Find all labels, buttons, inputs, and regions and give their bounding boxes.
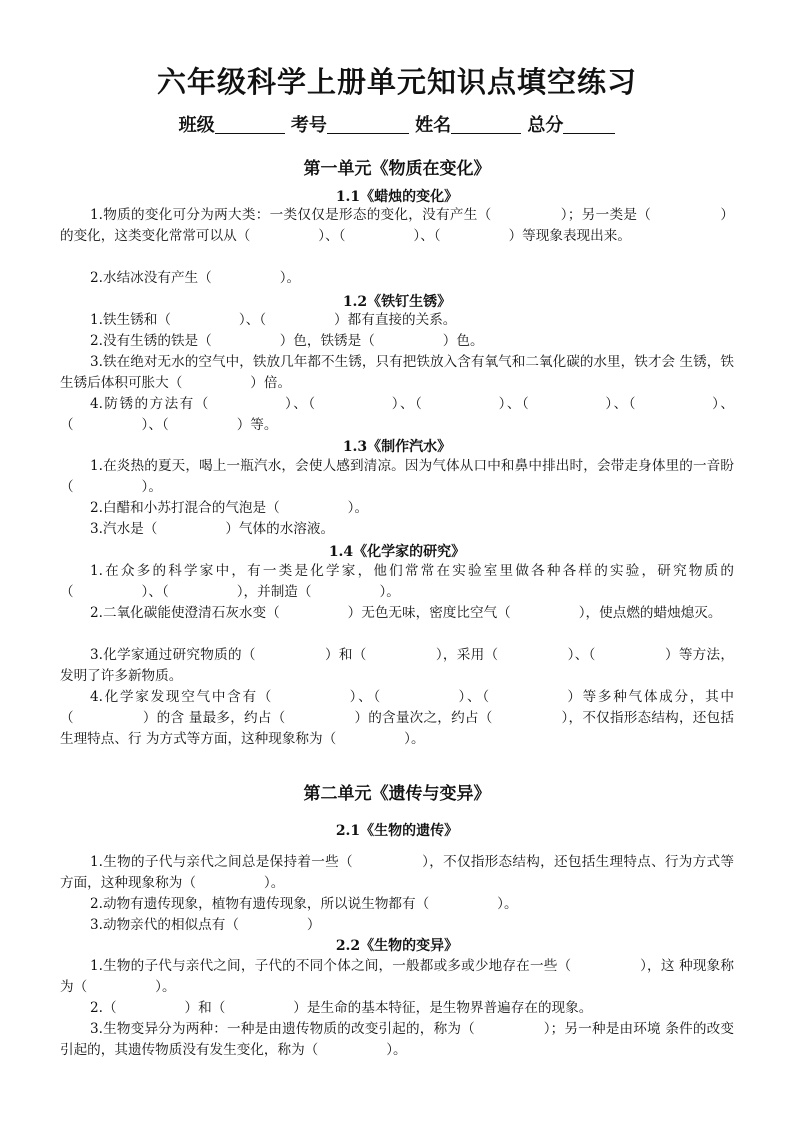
question-2-1-3: 3.动物亲代的相似点有（ ） <box>90 917 321 933</box>
name-label: 姓名 <box>415 115 452 136</box>
unit1-title: 第一单元《物质在变化》 <box>303 159 491 179</box>
question-1-4-4: 4.化学家发现空气中含有（ ）、（ ）、（ ）等多种气体成分，其中（ ）的含 量最多，约占（ ）的含量次之，约占（ ），不仅指形态结构，还包括生理特点、行 为方式等方面，这种现象称为（ ）。 <box>60 689 734 747</box>
question-1-2-3: 3.铁在绝对无水的空气中，铁放几年都不生锈，只有把铁放入含有氧气和二氧化碳的水里，铁才会 生锈，铁生锈后体积可胀大（ ）倍。 <box>60 354 734 391</box>
question-2-1-1: 1.生物的子代与亲代之间总是保持着一些（ ），不仅指形态结构，还包括生理特点、行为方式等方面，这种现象称为（ ）。 <box>60 854 734 891</box>
question-1-4-2: 2.二氧化碳能使澄清石灰水变（ ）无色无味，密度比空气（ ），使点燃的蜡烛熄灭。 <box>90 605 722 621</box>
question-1-1-2: 2.水结冰没有产生（ ）。 <box>90 270 301 286</box>
question-1-1-1: 1.物质的变化可分为两大类：一类仅仅是形态的变化，没有产生（ ）；另一类是（ ）的变化，这类变化常常可以从（ ）、（ ）、（ ）等现象表现出来。 <box>60 207 734 244</box>
student-info-line <box>0 111 794 137</box>
question-1-2-1: 1.铁生锈和（ ）、（ ）都有直接的关系。 <box>90 312 457 328</box>
section-1-3-title: 1.3《制作汽水》 <box>342 439 452 455</box>
score-label: 总分 <box>527 115 564 136</box>
question-1-3-1: 1.在炎热的夏天，喝上一瓶汽水，会使人感到清凉。因为气体从口中和鼻中排出时，会带走身体里的一音盼（ ）。 <box>60 458 734 495</box>
question-2-2-1: 1.生物的子代与亲代之间，子代的不同个体之间，一般都或多或少地存在一些（ ），这 种现象称为（ ）。 <box>60 958 734 995</box>
class-blank <box>215 115 285 134</box>
question-2-2-2: 2.（ ）和（ ）是生命的基本特征，是生物界普遍存在的现象。 <box>90 1000 593 1016</box>
class-label: 班级 <box>178 115 215 136</box>
question-2-1-2: 2.动物有遗传现象，植物有遗传现象，所以说生物都有（ ）。 <box>90 896 518 912</box>
question-1-2-2: 2.没有生锈的铁是（ ）色，铁锈是（ ）色。 <box>90 333 484 349</box>
section-1-4-title: 1.4《化学家的研究》 <box>328 544 466 560</box>
question-1-3-3: 3.汽水是（ ）气体的水溶液。 <box>90 521 335 537</box>
question-1-2-4: 4.防锈的方法有（ ）、（ ）、（ ）、（ ）、（ ）、（ ）、（ ）等。 <box>60 396 734 433</box>
unit2-title: 第二单元《遗传与变异》 <box>303 784 491 804</box>
score-blank <box>563 115 615 134</box>
section-2-2-title: 2.2《生物的变异》 <box>335 938 459 954</box>
question-1-4-1: 1.在众多的科学家中，有一类是化学家，他们常常在实验室里做各种各样的实验，研究物质的（ ）、（ ），并制造（ ）。 <box>60 563 734 600</box>
question-2-2-3: 3.生物变异分为两种：一种是由遗传物质的改变引起的，称为（ ）；另一种是由环境 条件的改变引起的，其遗传物质没有发生变化，称为（ ）。 <box>60 1021 734 1058</box>
section-1-1-title: 1.1《蜡烛的变化》 <box>335 189 459 205</box>
exam-no-blank <box>327 115 409 134</box>
page-title: 六年级科学上册单元知识点填空练习 <box>156 65 637 99</box>
section-2-1-title: 2.1《生物的遗传》 <box>335 823 459 839</box>
section-1-2-title: 1.2《铁钉生锈》 <box>342 294 452 310</box>
question-1-4-3: 3.化学家通过研究物质的（ ）和（ ），采用（ ）、（ ）等方法，发明了许多新物质。 <box>60 647 734 684</box>
exam-no-label: 考号 <box>290 115 327 136</box>
question-1-3-2: 2.白醋和小苏打混合的气泡是（ ）。 <box>90 500 369 516</box>
name-blank <box>451 115 521 134</box>
